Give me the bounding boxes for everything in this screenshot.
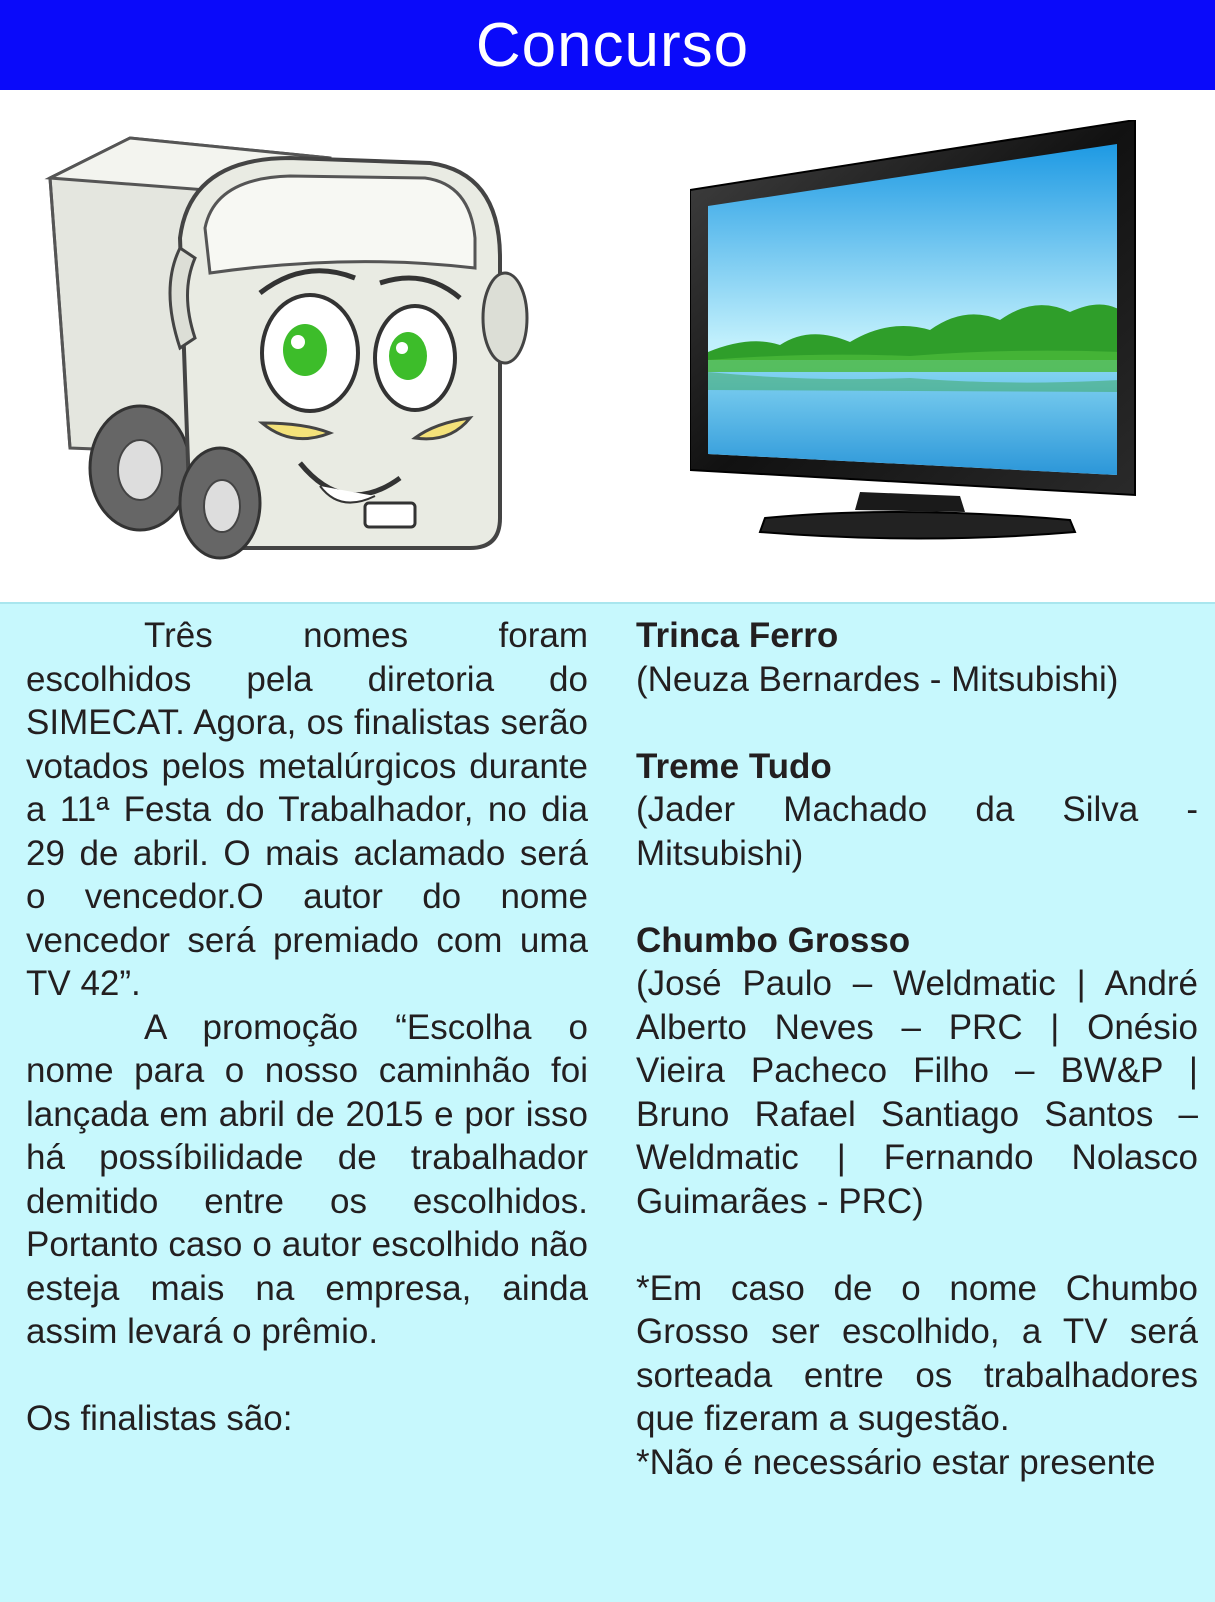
page-title: Concurso xyxy=(475,10,750,80)
finalist-3-name: Chumbo Grosso xyxy=(636,920,911,960)
note-tv-draw: *Em caso de o nome Chumbo Grosso ser escolhido, a TV será sorteada entre os trabalhadores que fizeram a sugestão. xyxy=(636,1268,1198,1438)
left-column xyxy=(26,614,588,1441)
intro-paragraph: Três nomes foram escolhidos pela diretoria do SIMECAT. Agora, os finalistas serão votados pelos metalúrgicos durante a 11ª Festa do Trabalhador, no dia 29 de abril. O mais aclamado será o vencedor.O autor do nome vencedor será premiado com uma TV 42”. xyxy=(26,616,588,1003)
right-column xyxy=(636,614,1198,1484)
finalists-intro: Os finalistas são: xyxy=(26,1399,293,1438)
flat-tv-illustration xyxy=(690,120,1160,560)
finalist-1-name: Trinca Ferro xyxy=(636,616,839,655)
header-bar xyxy=(0,0,1215,90)
note-presence: *Não é necessário estar presente xyxy=(636,1442,1156,1482)
finalist-3-authors: (José Paulo – Weldmatic | André Alberto Neves – PRC | Onésio Vieira Pacheco Filho – BW&P | Bruno Rafael Santiago Santos – Weldmatic | Fernando Nolasco Guimarães - PRC) xyxy=(636,964,1198,1221)
finalist-2-name: Treme Tudo xyxy=(636,746,832,786)
promotion-paragraph: A promoção “Escolha o nome para o nosso caminhão foi lançada em abril de 2015 e por isso há possíbilidade de trabalhador demitido entre os escolhidos. Portanto caso o autor escolhido não esteja mais na empresa, ainda assim levará o prêmio. xyxy=(26,1007,588,1351)
finalist-2-authors: (Jader Machado da Silva - Mitsubishi) xyxy=(636,790,1198,873)
truck-mascot-illustration xyxy=(30,118,550,568)
content-panel xyxy=(0,602,1215,1602)
finalist-1-authors: (Neuza Bernardes - Mitsubishi) xyxy=(636,659,1119,699)
